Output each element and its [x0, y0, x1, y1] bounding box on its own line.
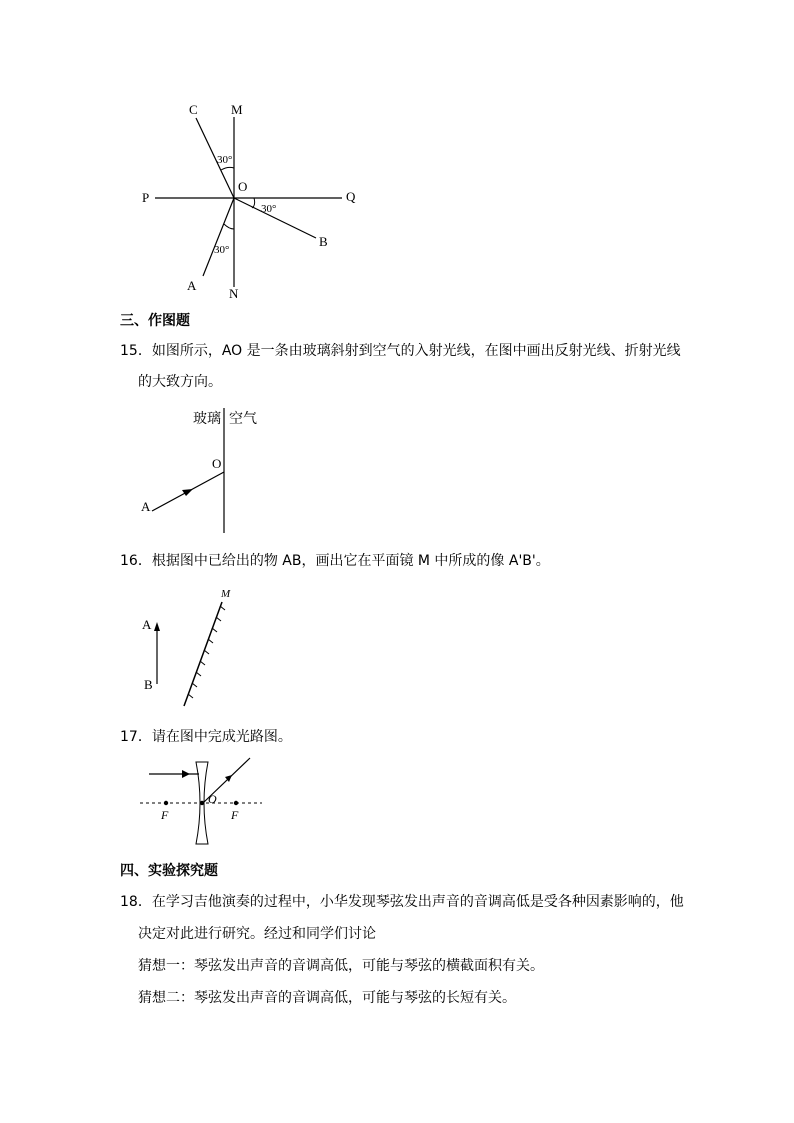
label-b-q16: B	[144, 677, 153, 692]
question-18-line-2: 决定对此进行研究。经过和同学们讨论	[138, 926, 376, 942]
angle-label-top: 30°	[217, 154, 233, 166]
focal-point-left	[164, 801, 168, 805]
question-18-guess-2: 猜想二：琴弦发出声音的音调高低，可能与琴弦的长短有关。	[138, 990, 516, 1006]
angle-label-bottom: 30°	[214, 244, 230, 256]
label-air: 空气	[229, 411, 257, 427]
label-m-q16: M	[221, 588, 231, 600]
incoming-ray-arrow	[182, 770, 190, 778]
question-15-line-2: 的大致方向。	[138, 374, 222, 390]
angle-label-right: 30°	[261, 203, 277, 215]
section-4-title: 四、实验探究题	[120, 863, 218, 879]
section-3-title: 三、作图题	[120, 313, 190, 329]
label-o-q15: O	[212, 456, 222, 471]
focal-point-right	[234, 801, 238, 805]
question-16-text: 16．根据图中已给出的物 AB，画出它在平面镜 M 中所成的像 A'B'。	[120, 553, 550, 569]
question-17-text: 17．请在图中完成光路图。	[120, 729, 292, 745]
label-f-left: F	[161, 808, 169, 822]
label-glass: 玻璃	[193, 411, 221, 427]
label-m: M	[231, 102, 243, 117]
question-18-guess-1: 猜想一：琴弦发出声音的音调高低，可能与琴弦的横截面积有关。	[138, 958, 544, 974]
label-o-q17: O	[208, 792, 217, 806]
label-f-right: F	[231, 808, 239, 822]
label-n: N	[229, 286, 239, 301]
label-a-q15: A	[141, 499, 151, 514]
label-a-q16: A	[142, 617, 152, 632]
label-q: Q	[346, 189, 356, 204]
label-b: B	[319, 234, 328, 249]
question-18-line-1: 18．在学习吉他演奏的过程中，小华发现琴弦发出声音的音调高低是受各种因素影响的，他	[120, 894, 684, 910]
question-15-line-1: 15．如图所示，AO 是一条由玻璃斜射到空气的入射光线，在图中画出反射光线、折射光线	[120, 343, 681, 359]
label-a: A	[187, 278, 197, 293]
label-p: P	[142, 190, 150, 205]
optical-center	[200, 801, 204, 805]
label-c: C	[189, 102, 198, 117]
label-o: O	[238, 179, 248, 194]
